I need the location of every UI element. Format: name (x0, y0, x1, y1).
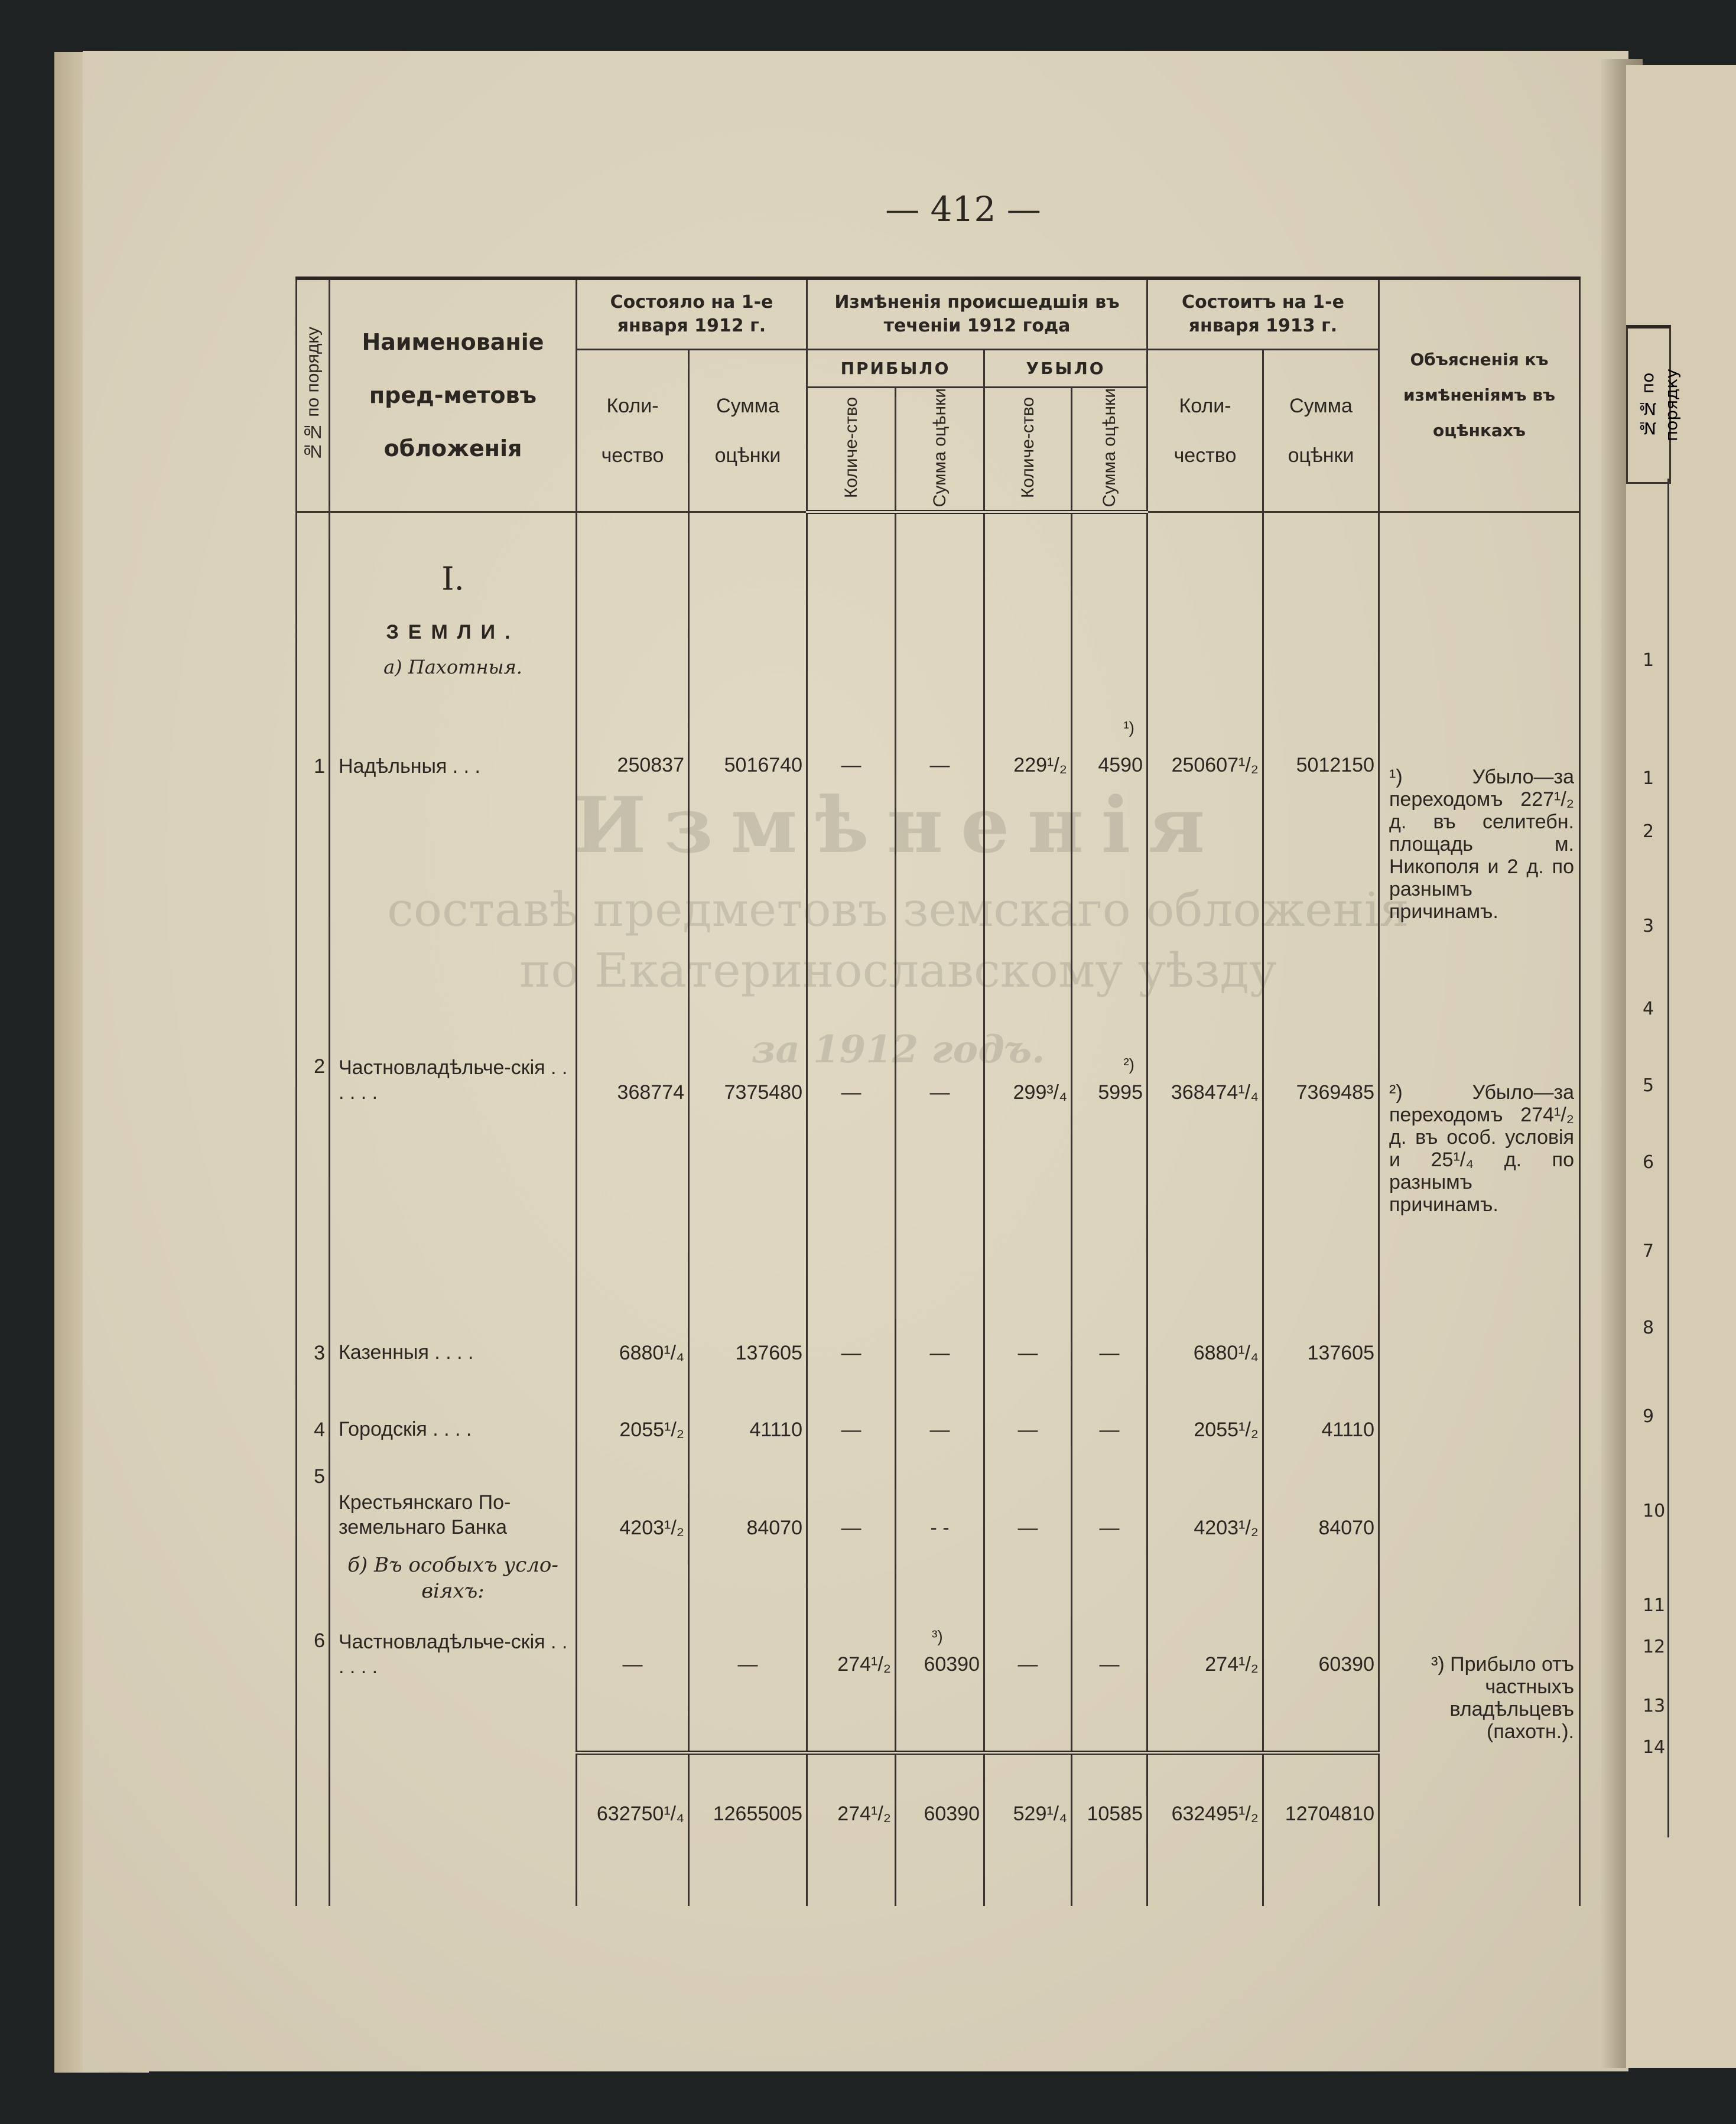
arrived-sum: — (896, 1292, 984, 1365)
bleed-year: за 1912 годъ. (751, 1027, 1045, 1072)
departed-sum: ²) 5995 (1072, 1055, 1147, 1292)
arrived-sum: - - (896, 1442, 984, 1540)
departed-sum: — (1072, 1616, 1147, 1752)
arrived-sum: — (896, 754, 984, 1055)
facing-row-number: 7 (1643, 1241, 1654, 1261)
section-heading (330, 512, 577, 754)
table-row (297, 1055, 1580, 1292)
facing-row-number: 1 (1643, 768, 1654, 789)
facing-row-number: 11 (1643, 1595, 1666, 1616)
qty-1913: 6880¹/₄ (1147, 1292, 1263, 1365)
departed-sum: — (1072, 1442, 1147, 1540)
page-number: — 412 — (885, 189, 1041, 229)
row-number: 4 (297, 1365, 330, 1442)
facing-row-numbers (1626, 479, 1669, 1837)
row-name: Казенныя . . . . (330, 1292, 577, 1365)
table-row (297, 1292, 1580, 1365)
sum-1913: 137605 (1263, 1292, 1379, 1365)
sum-1912: 7375480 (689, 1055, 807, 1292)
qty-1913: 4203¹/₂ (1147, 1442, 1263, 1540)
row-number: 6 (297, 1616, 330, 1752)
sum-1913: 84070 (1263, 1442, 1379, 1540)
row-name: Частновладѣльче-скія . . . . . . (330, 1055, 577, 1292)
section-roman: I. (441, 560, 464, 597)
subcategory-arable: а) Пахотныя. (383, 655, 522, 678)
arrived-qty: — (807, 1365, 896, 1442)
row-number: 1 (297, 754, 330, 1055)
arrived-qty: — (807, 754, 896, 1055)
footnote-mark: ¹) (1123, 718, 1134, 737)
total-qty-1912: 632750¹/₄ (577, 1752, 689, 1841)
header-row-number: №№ по порядку (297, 278, 330, 512)
total-qty-1913: 632495¹/₂ (1147, 1752, 1263, 1841)
arrived-qty: 274¹/₂ (807, 1616, 896, 1752)
total-sum-1913: 12704810 (1263, 1752, 1379, 1841)
sum-1912: — (689, 1616, 807, 1752)
qty-1912: — (577, 1616, 689, 1752)
ledger-table (295, 277, 1581, 1906)
header-departed-sum: Сумма оцѣнки (1072, 387, 1147, 512)
row-name: Городскія . . . . (330, 1365, 577, 1442)
departed-sum: ¹) 4590 (1072, 754, 1147, 1055)
facing-row-number: 1 (1643, 650, 1654, 671)
table-row (297, 1442, 1580, 1540)
qty-1912: 2055¹/₂ (577, 1365, 689, 1442)
header-departed: УБЫЛО (984, 349, 1147, 387)
bleed-line1: составѣ предметовъ земскаго обложенія (387, 882, 1409, 937)
qty-1912: 6880¹/₄ (577, 1292, 689, 1365)
section-title: ЗЕМЛИ. (386, 620, 520, 643)
header-item-name: Наименованіе пред-метовъ обложенія (330, 278, 577, 512)
sum-1912: 41110 (689, 1365, 807, 1442)
qty-1913: 368474¹/₄ (1147, 1055, 1263, 1292)
facing-row-number: 10 (1643, 1501, 1666, 1521)
header-arrived: ПРИБЫЛО (807, 349, 984, 387)
arrived-qty: — (807, 1292, 896, 1365)
facing-row-number: 4 (1643, 998, 1654, 1019)
sum-1913: 5012150 (1263, 754, 1379, 1055)
total-arrived-qty: 274¹/₂ (807, 1752, 896, 1841)
departed-qty: 229¹/₂ (984, 754, 1072, 1055)
departed-qty: 299³/₄ (984, 1055, 1072, 1292)
footnote-mark: ³) (932, 1627, 943, 1646)
facing-row-number: 6 (1643, 1152, 1654, 1173)
facing-row-number: 8 (1643, 1318, 1654, 1338)
row-name: Крестьянскаго По-земельнаго Банка (330, 1442, 577, 1540)
total-departed-qty: 529¹/₄ (984, 1752, 1072, 1841)
explanation-note: ¹) Убыло—за переходомъ 227¹/₂ д. въ селитебн. площадь м. Никополя и 2 д. по разнымъ причинамъ. (1379, 754, 1580, 1055)
qty-1912: 368774 (577, 1055, 689, 1292)
totals-row (297, 1752, 1580, 1841)
qty-1913: 250607¹/₂ (1147, 754, 1263, 1055)
subcategory-special: б) Въ особыхъ усло-віяхъ: (330, 1540, 577, 1616)
header-qty-1912: Коли-чество (577, 349, 689, 512)
table-row (297, 1616, 1580, 1752)
row-number: 2 (297, 1055, 330, 1292)
facing-header-no: №№ по порядку (1626, 325, 1671, 484)
facing-row-number: 13 (1643, 1696, 1666, 1716)
header-arrived-qty: Количе-ство (807, 387, 896, 512)
total-arrived-sum: 60390 (896, 1752, 984, 1841)
footnote-mark: ²) (1123, 1055, 1134, 1074)
header-departed-qty: Количе-ство (984, 387, 1072, 512)
row-name: Надѣльныя . . . (330, 754, 577, 1055)
sum-1912: 137605 (689, 1292, 807, 1365)
arrived-sum: — (896, 1055, 984, 1292)
row-number: 5 (297, 1442, 330, 1540)
bleed-title: Измѣненія (573, 780, 1223, 870)
header-explanations: Объясненія къ измѣненіямъ въ оцѣнкахъ (1379, 278, 1580, 512)
facing-row-number: 14 (1643, 1737, 1666, 1758)
arrived-sum: — (896, 1365, 984, 1442)
header-qty-1913: Коли-чество (1147, 349, 1263, 512)
sum-1913: 60390 (1263, 1616, 1379, 1752)
explanation-note: ³) Прибыло отъ частныхъ владѣльцевъ (пахотн.). (1379, 1616, 1580, 1752)
departed-qty: — (984, 1292, 1072, 1365)
facing-page (1626, 65, 1736, 2068)
header-sum-1913: Сумма оцѣнки (1263, 349, 1379, 512)
sum-1913: 7369485 (1263, 1055, 1379, 1292)
facing-row-number: 12 (1643, 1637, 1666, 1657)
departed-qty: — (984, 1442, 1072, 1540)
header-as-of-1913: Состоитъ на 1-е января 1913 г. (1147, 278, 1379, 349)
table-row (297, 754, 1580, 1055)
bleed-line2: по Екатеринославскому уѣзду (519, 943, 1277, 998)
facing-row-number: 3 (1643, 916, 1654, 936)
sum-1912: 5016740 (689, 754, 807, 1055)
departed-qty: — (984, 1616, 1072, 1752)
qty-1913: 2055¹/₂ (1147, 1365, 1263, 1442)
departed-sum: — (1072, 1365, 1147, 1442)
header-as-of-1912: Состояло на 1-е января 1912 г. (577, 278, 807, 349)
header-arrived-sum: Сумма оцѣнки (896, 387, 984, 512)
facing-row-number: 9 (1643, 1406, 1654, 1427)
total-sum-1912: 12655005 (689, 1752, 807, 1841)
arrived-qty: — (807, 1442, 896, 1540)
row-number: 3 (297, 1292, 330, 1365)
table-row (297, 1365, 1580, 1442)
header-changes-1912: Измѣненія происшедшія въ теченіи 1912 года (807, 278, 1147, 349)
facing-row-number: 2 (1643, 821, 1654, 842)
explanation-note: ²) Убыло—за переходомъ 274¹/₂ д. въ особ. условія и 25¹/₄ д. по разнымъ причинамъ. (1379, 1055, 1580, 1292)
arrived-sum: ³) 60390 (896, 1616, 984, 1752)
qty-1912: 4203¹/₂ (577, 1442, 689, 1540)
qty-1912: 250837 (577, 754, 689, 1055)
sum-1913: 41110 (1263, 1365, 1379, 1442)
row-name: Частновладѣльче-скія . . . . . . (330, 1616, 577, 1752)
facing-row-number: 5 (1643, 1075, 1654, 1096)
sum-1912: 84070 (689, 1442, 807, 1540)
qty-1913: 274¹/₂ (1147, 1616, 1263, 1752)
total-departed-sum: 10585 (1072, 1752, 1147, 1841)
arrived-qty: — (807, 1055, 896, 1292)
departed-qty: — (984, 1365, 1072, 1442)
header-sum-1912: Сумма оцѣнки (689, 349, 807, 512)
departed-sum: — (1072, 1292, 1147, 1365)
